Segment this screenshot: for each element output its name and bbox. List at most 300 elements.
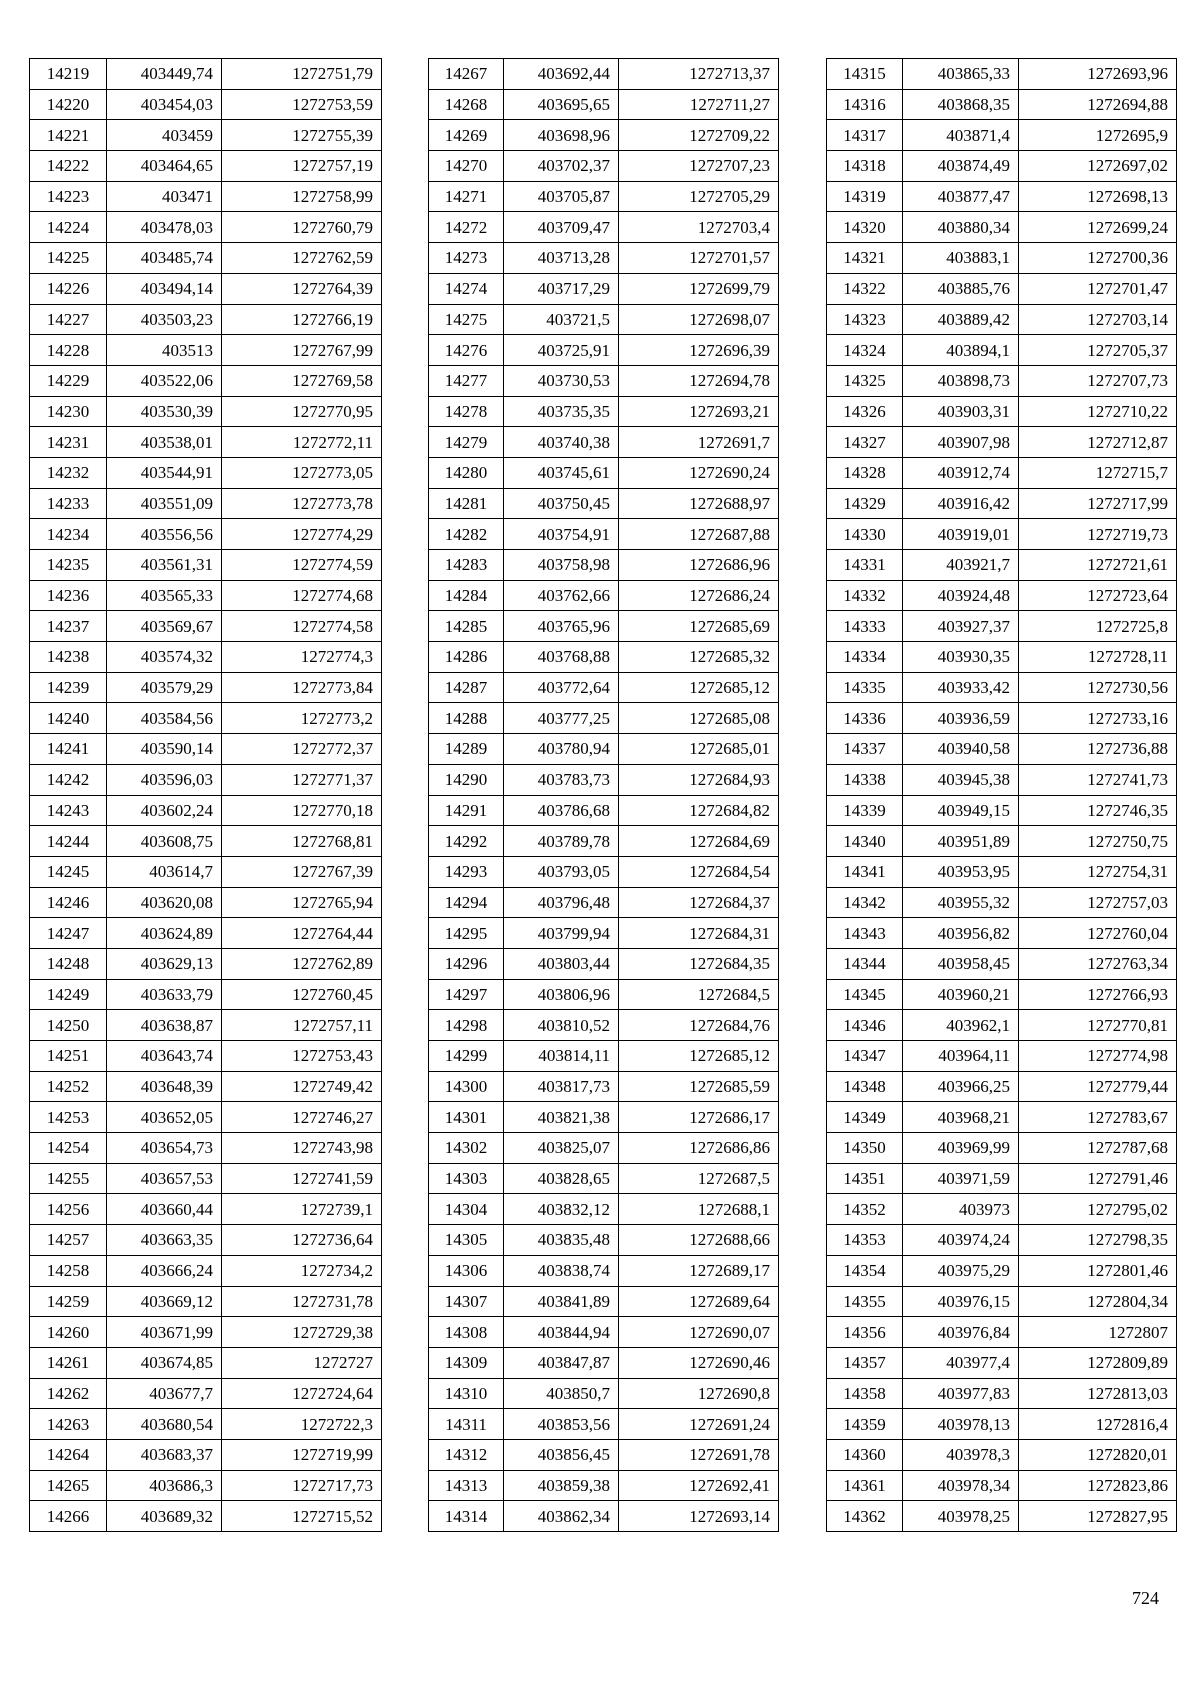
point-number-cell: 14325	[827, 365, 903, 396]
table-row	[30, 642, 382, 673]
point-number-cell: 14271	[429, 181, 504, 212]
point-number-cell: 14269	[429, 120, 504, 151]
x-coordinate-cell: 403654,73	[107, 1133, 222, 1164]
point-number-cell: 14249	[30, 979, 107, 1010]
point-number-cell: 14352	[827, 1194, 903, 1225]
point-number-cell: 14314	[429, 1501, 504, 1532]
point-number-cell: 14292	[429, 826, 504, 857]
y-coordinate-cell: 1272757,03	[1019, 887, 1177, 918]
table-row	[827, 243, 1177, 274]
table-row	[429, 488, 779, 519]
table-row	[429, 1286, 779, 1317]
y-coordinate-cell: 1272764,44	[222, 918, 382, 949]
y-coordinate-cell: 1272767,39	[222, 856, 382, 887]
x-coordinate-cell: 403772,64	[504, 672, 619, 703]
table-row	[827, 826, 1177, 857]
point-number-cell: 14301	[429, 1102, 504, 1133]
table-row	[827, 611, 1177, 642]
x-coordinate-cell: 403674,85	[107, 1347, 222, 1378]
y-coordinate-cell: 1272701,57	[619, 243, 779, 274]
point-number-cell: 14326	[827, 396, 903, 427]
x-coordinate-cell: 403930,35	[903, 642, 1019, 673]
x-coordinate-cell: 403695,65	[504, 89, 619, 120]
y-coordinate-cell: 1272768,81	[222, 826, 382, 857]
x-coordinate-cell: 403643,74	[107, 1041, 222, 1072]
x-coordinate-cell: 403793,05	[504, 856, 619, 887]
point-number-cell: 14322	[827, 273, 903, 304]
table-row	[827, 795, 1177, 826]
table-row	[827, 396, 1177, 427]
y-coordinate-cell: 1272722,3	[222, 1409, 382, 1440]
x-coordinate-cell: 403868,35	[903, 89, 1019, 120]
point-number-cell: 14228	[30, 335, 107, 366]
table-row	[429, 1378, 779, 1409]
table-row	[30, 1071, 382, 1102]
point-number-cell: 14321	[827, 243, 903, 274]
y-coordinate-cell: 1272686,86	[619, 1133, 779, 1164]
y-coordinate-cell: 1272690,46	[619, 1347, 779, 1378]
y-coordinate-cell: 1272690,07	[619, 1317, 779, 1348]
point-number-cell: 14299	[429, 1041, 504, 1072]
table-row	[429, 1439, 779, 1470]
table-row	[30, 304, 382, 335]
table-row	[30, 1286, 382, 1317]
x-coordinate-cell: 403859,38	[504, 1470, 619, 1501]
point-number-cell: 14291	[429, 795, 504, 826]
y-coordinate-cell: 1272685,08	[619, 703, 779, 734]
y-coordinate-cell: 1272692,41	[619, 1470, 779, 1501]
point-number-cell: 14232	[30, 457, 107, 488]
table-row	[30, 1378, 382, 1409]
x-coordinate-cell: 403958,45	[903, 948, 1019, 979]
y-coordinate-cell: 1272693,14	[619, 1501, 779, 1532]
table-row	[827, 948, 1177, 979]
x-coordinate-cell: 403969,99	[903, 1133, 1019, 1164]
point-number-cell: 14264	[30, 1439, 107, 1470]
table-row	[827, 1470, 1177, 1501]
x-coordinate-cell: 403614,7	[107, 856, 222, 887]
y-coordinate-cell: 1272760,45	[222, 979, 382, 1010]
y-coordinate-cell: 1272684,5	[619, 979, 779, 1010]
x-coordinate-cell: 403835,48	[504, 1225, 619, 1256]
x-coordinate-cell: 403862,34	[504, 1501, 619, 1532]
table-row	[429, 304, 779, 335]
point-number-cell: 14285	[429, 611, 504, 642]
table-row	[429, 672, 779, 703]
point-number-cell: 14360	[827, 1439, 903, 1470]
x-coordinate-cell: 403853,56	[504, 1409, 619, 1440]
point-number-cell: 14330	[827, 519, 903, 550]
table-row	[429, 519, 779, 550]
y-coordinate-cell: 1272801,46	[1019, 1255, 1177, 1286]
x-coordinate-cell: 403608,75	[107, 826, 222, 857]
x-coordinate-cell: 403602,24	[107, 795, 222, 826]
table-row	[30, 948, 382, 979]
table-row	[429, 1010, 779, 1041]
x-coordinate-cell: 403871,4	[903, 120, 1019, 151]
point-number-cell: 14253	[30, 1102, 107, 1133]
x-coordinate-cell: 403471	[107, 181, 222, 212]
table-row	[30, 703, 382, 734]
table-row	[429, 335, 779, 366]
x-coordinate-cell: 403686,3	[107, 1470, 222, 1501]
y-coordinate-cell: 1272711,27	[619, 89, 779, 120]
x-coordinate-cell: 403522,06	[107, 365, 222, 396]
point-number-cell: 14342	[827, 887, 903, 918]
coordinates-table-2	[428, 58, 779, 1532]
x-coordinate-cell: 403968,21	[903, 1102, 1019, 1133]
table-row	[827, 1439, 1177, 1470]
y-coordinate-cell: 1272791,46	[1019, 1163, 1177, 1194]
table-row	[827, 519, 1177, 550]
point-number-cell: 14295	[429, 918, 504, 949]
point-number-cell: 14339	[827, 795, 903, 826]
x-coordinate-cell: 403877,47	[903, 181, 1019, 212]
y-coordinate-cell: 1272691,7	[619, 427, 779, 458]
point-number-cell: 14263	[30, 1409, 107, 1440]
x-coordinate-cell: 403544,91	[107, 457, 222, 488]
x-coordinate-cell: 403730,53	[504, 365, 619, 396]
y-coordinate-cell: 1272684,37	[619, 887, 779, 918]
table-row	[429, 1041, 779, 1072]
table-row	[429, 1225, 779, 1256]
table-row	[827, 335, 1177, 366]
x-coordinate-cell: 403698,96	[504, 120, 619, 151]
point-number-cell: 14350	[827, 1133, 903, 1164]
x-coordinate-cell: 403680,54	[107, 1409, 222, 1440]
x-coordinate-cell: 403978,25	[903, 1501, 1019, 1532]
table-row	[429, 457, 779, 488]
table-row	[827, 734, 1177, 765]
point-number-cell: 14358	[827, 1378, 903, 1409]
y-coordinate-cell: 1272684,31	[619, 918, 779, 949]
x-coordinate-cell: 403825,07	[504, 1133, 619, 1164]
point-number-cell: 14313	[429, 1470, 504, 1501]
y-coordinate-cell: 1272700,36	[1019, 243, 1177, 274]
y-coordinate-cell: 1272684,93	[619, 764, 779, 795]
table-row	[429, 1071, 779, 1102]
x-coordinate-cell: 403856,45	[504, 1439, 619, 1470]
point-number-cell: 14256	[30, 1194, 107, 1225]
x-coordinate-cell: 403721,5	[504, 304, 619, 335]
table-row	[827, 120, 1177, 151]
y-coordinate-cell: 1272690,8	[619, 1378, 779, 1409]
table-row	[429, 979, 779, 1010]
y-coordinate-cell: 1272685,69	[619, 611, 779, 642]
y-coordinate-cell: 1272736,64	[222, 1225, 382, 1256]
table-row	[30, 1163, 382, 1194]
point-number-cell: 14245	[30, 856, 107, 887]
table-row	[30, 826, 382, 857]
x-coordinate-cell: 403750,45	[504, 488, 619, 519]
y-coordinate-cell: 1272773,84	[222, 672, 382, 703]
x-coordinate-cell: 403903,31	[903, 396, 1019, 427]
point-number-cell: 14355	[827, 1286, 903, 1317]
table-row	[30, 89, 382, 120]
y-coordinate-cell: 1272757,19	[222, 151, 382, 182]
y-coordinate-cell: 1272827,95	[1019, 1501, 1177, 1532]
table-row	[429, 1501, 779, 1532]
table-row	[30, 1347, 382, 1378]
y-coordinate-cell: 1272689,64	[619, 1286, 779, 1317]
point-number-cell: 14346	[827, 1010, 903, 1041]
x-coordinate-cell: 403921,7	[903, 550, 1019, 581]
table-row	[827, 1255, 1177, 1286]
point-number-cell: 14349	[827, 1102, 903, 1133]
table-row	[827, 1286, 1177, 1317]
y-coordinate-cell: 1272743,98	[222, 1133, 382, 1164]
point-number-cell: 14361	[827, 1470, 903, 1501]
y-coordinate-cell: 1272688,66	[619, 1225, 779, 1256]
x-coordinate-cell: 403735,35	[504, 396, 619, 427]
x-coordinate-cell: 403966,25	[903, 1071, 1019, 1102]
x-coordinate-cell: 403832,12	[504, 1194, 619, 1225]
table-row	[30, 488, 382, 519]
y-coordinate-cell: 1272705,29	[619, 181, 779, 212]
table-row	[30, 1317, 382, 1348]
x-coordinate-cell: 403841,89	[504, 1286, 619, 1317]
x-coordinate-cell: 403561,31	[107, 550, 222, 581]
x-coordinate-cell: 403569,67	[107, 611, 222, 642]
y-coordinate-cell: 1272684,54	[619, 856, 779, 887]
x-coordinate-cell: 403565,33	[107, 580, 222, 611]
point-number-cell: 14280	[429, 457, 504, 488]
x-coordinate-cell: 403513	[107, 335, 222, 366]
x-coordinate-cell: 403956,82	[903, 918, 1019, 949]
table-row	[827, 488, 1177, 519]
table-row	[827, 304, 1177, 335]
point-number-cell: 14293	[429, 856, 504, 887]
point-number-cell: 14336	[827, 703, 903, 734]
y-coordinate-cell: 1272707,73	[1019, 365, 1177, 396]
x-coordinate-cell: 403850,7	[504, 1378, 619, 1409]
y-coordinate-cell: 1272770,18	[222, 795, 382, 826]
y-coordinate-cell: 1272770,81	[1019, 1010, 1177, 1041]
point-number-cell: 14279	[429, 427, 504, 458]
x-coordinate-cell: 403799,94	[504, 918, 619, 949]
table-row	[30, 764, 382, 795]
y-coordinate-cell: 1272787,68	[1019, 1133, 1177, 1164]
point-number-cell: 14323	[827, 304, 903, 335]
table-row	[30, 1102, 382, 1133]
point-number-cell: 14230	[30, 396, 107, 427]
table-row	[30, 1010, 382, 1041]
point-number-cell: 14347	[827, 1041, 903, 1072]
table-row	[827, 580, 1177, 611]
x-coordinate-cell: 403978,3	[903, 1439, 1019, 1470]
x-coordinate-cell: 403663,35	[107, 1225, 222, 1256]
x-coordinate-cell: 403660,44	[107, 1194, 222, 1225]
table-row	[30, 550, 382, 581]
point-number-cell: 14359	[827, 1409, 903, 1440]
y-coordinate-cell: 1272690,24	[619, 457, 779, 488]
x-coordinate-cell: 403971,59	[903, 1163, 1019, 1194]
table-row	[429, 918, 779, 949]
x-coordinate-cell: 403669,12	[107, 1286, 222, 1317]
table-row	[429, 1133, 779, 1164]
x-coordinate-cell: 403459	[107, 120, 222, 151]
point-number-cell: 14247	[30, 918, 107, 949]
point-number-cell: 14225	[30, 243, 107, 274]
point-number-cell: 14267	[429, 59, 504, 90]
x-coordinate-cell: 403705,87	[504, 181, 619, 212]
table-row	[30, 1041, 382, 1072]
x-coordinate-cell: 403745,61	[504, 457, 619, 488]
table-row	[827, 1378, 1177, 1409]
y-coordinate-cell: 1272685,12	[619, 672, 779, 703]
y-coordinate-cell: 1272773,78	[222, 488, 382, 519]
table-row	[30, 212, 382, 243]
point-number-cell: 14362	[827, 1501, 903, 1532]
table-row	[827, 887, 1177, 918]
x-coordinate-cell: 403940,58	[903, 734, 1019, 765]
y-coordinate-cell: 1272774,59	[222, 550, 382, 581]
x-coordinate-cell: 403768,88	[504, 642, 619, 673]
point-number-cell: 14219	[30, 59, 107, 90]
point-number-cell: 14270	[429, 151, 504, 182]
table-row	[827, 703, 1177, 734]
table-row	[30, 979, 382, 1010]
x-coordinate-cell: 403783,73	[504, 764, 619, 795]
y-coordinate-cell: 1272684,35	[619, 948, 779, 979]
table-row	[30, 1133, 382, 1164]
x-coordinate-cell: 403898,73	[903, 365, 1019, 396]
point-number-cell: 14327	[827, 427, 903, 458]
y-coordinate-cell: 1272771,37	[222, 764, 382, 795]
table-row	[429, 120, 779, 151]
y-coordinate-cell: 1272715,52	[222, 1501, 382, 1532]
y-coordinate-cell: 1272693,96	[1019, 59, 1177, 90]
table-row	[827, 1010, 1177, 1041]
y-coordinate-cell: 1272685,32	[619, 642, 779, 673]
table-row	[30, 427, 382, 458]
table-row	[429, 887, 779, 918]
y-coordinate-cell: 1272688,97	[619, 488, 779, 519]
y-coordinate-cell: 1272703,4	[619, 212, 779, 243]
table-row	[429, 642, 779, 673]
table-row	[429, 795, 779, 826]
y-coordinate-cell: 1272795,02	[1019, 1194, 1177, 1225]
x-coordinate-cell: 403977,4	[903, 1347, 1019, 1378]
y-coordinate-cell: 1272733,16	[1019, 703, 1177, 734]
table-row	[827, 1194, 1177, 1225]
table-row	[827, 273, 1177, 304]
x-coordinate-cell: 403885,76	[903, 273, 1019, 304]
point-number-cell: 14278	[429, 396, 504, 427]
x-coordinate-cell: 403620,08	[107, 887, 222, 918]
x-coordinate-cell: 403762,66	[504, 580, 619, 611]
x-coordinate-cell: 403828,65	[504, 1163, 619, 1194]
y-coordinate-cell: 1272686,24	[619, 580, 779, 611]
y-coordinate-cell: 1272687,5	[619, 1163, 779, 1194]
table-row	[827, 212, 1177, 243]
x-coordinate-cell: 403786,68	[504, 795, 619, 826]
y-coordinate-cell: 1272688,1	[619, 1194, 779, 1225]
x-coordinate-cell: 403538,01	[107, 427, 222, 458]
point-number-cell: 14302	[429, 1133, 504, 1164]
x-coordinate-cell: 403964,11	[903, 1041, 1019, 1072]
x-coordinate-cell: 403780,94	[504, 734, 619, 765]
table-row	[827, 550, 1177, 581]
x-coordinate-cell: 403874,49	[903, 151, 1019, 182]
point-number-cell: 14310	[429, 1378, 504, 1409]
point-number-cell: 14240	[30, 703, 107, 734]
table-row	[429, 611, 779, 642]
x-coordinate-cell: 403883,1	[903, 243, 1019, 274]
x-coordinate-cell: 403579,29	[107, 672, 222, 703]
table-row	[429, 151, 779, 182]
point-number-cell: 14305	[429, 1225, 504, 1256]
table-row	[429, 550, 779, 581]
y-coordinate-cell: 1272697,02	[1019, 151, 1177, 182]
point-number-cell: 14318	[827, 151, 903, 182]
y-coordinate-cell: 1272691,78	[619, 1439, 779, 1470]
y-coordinate-cell: 1272723,64	[1019, 580, 1177, 611]
point-number-cell: 14238	[30, 642, 107, 673]
y-coordinate-cell: 1272762,59	[222, 243, 382, 274]
y-coordinate-cell: 1272774,68	[222, 580, 382, 611]
x-coordinate-cell: 403671,99	[107, 1317, 222, 1348]
point-number-cell: 14252	[30, 1071, 107, 1102]
table-row	[827, 764, 1177, 795]
y-coordinate-cell: 1272731,78	[222, 1286, 382, 1317]
point-number-cell: 14298	[429, 1010, 504, 1041]
x-coordinate-cell: 403796,48	[504, 887, 619, 918]
y-coordinate-cell: 1272729,38	[222, 1317, 382, 1348]
point-number-cell: 14268	[429, 89, 504, 120]
point-number-cell: 14296	[429, 948, 504, 979]
y-coordinate-cell: 1272687,88	[619, 519, 779, 550]
y-coordinate-cell: 1272807	[1019, 1317, 1177, 1348]
table-row	[429, 427, 779, 458]
table-row	[30, 734, 382, 765]
table-row	[827, 1225, 1177, 1256]
point-number-cell: 14259	[30, 1286, 107, 1317]
point-number-cell: 14304	[429, 1194, 504, 1225]
table-row	[30, 273, 382, 304]
y-coordinate-cell: 1272760,79	[222, 212, 382, 243]
table-row	[429, 212, 779, 243]
point-number-cell: 14260	[30, 1317, 107, 1348]
x-coordinate-cell: 403657,53	[107, 1163, 222, 1194]
y-coordinate-cell: 1272694,88	[1019, 89, 1177, 120]
point-number-cell: 14241	[30, 734, 107, 765]
point-number-cell: 14229	[30, 365, 107, 396]
x-coordinate-cell: 403551,09	[107, 488, 222, 519]
table-row	[827, 1041, 1177, 1072]
point-number-cell: 14338	[827, 764, 903, 795]
x-coordinate-cell: 403689,32	[107, 1501, 222, 1532]
y-coordinate-cell: 1272694,78	[619, 365, 779, 396]
point-number-cell: 14272	[429, 212, 504, 243]
table-row	[827, 89, 1177, 120]
point-number-cell: 14287	[429, 672, 504, 703]
table-row	[30, 243, 382, 274]
y-coordinate-cell: 1272809,89	[1019, 1347, 1177, 1378]
table-row	[30, 1409, 382, 1440]
point-number-cell: 14257	[30, 1225, 107, 1256]
y-coordinate-cell: 1272715,7	[1019, 457, 1177, 488]
y-coordinate-cell: 1272703,14	[1019, 304, 1177, 335]
table-row	[827, 1102, 1177, 1133]
table-row	[30, 1470, 382, 1501]
x-coordinate-cell: 403725,91	[504, 335, 619, 366]
y-coordinate-cell: 1272705,37	[1019, 335, 1177, 366]
table-row	[429, 703, 779, 734]
point-number-cell: 14320	[827, 212, 903, 243]
y-coordinate-cell: 1272685,59	[619, 1071, 779, 1102]
y-coordinate-cell: 1272750,75	[1019, 826, 1177, 857]
